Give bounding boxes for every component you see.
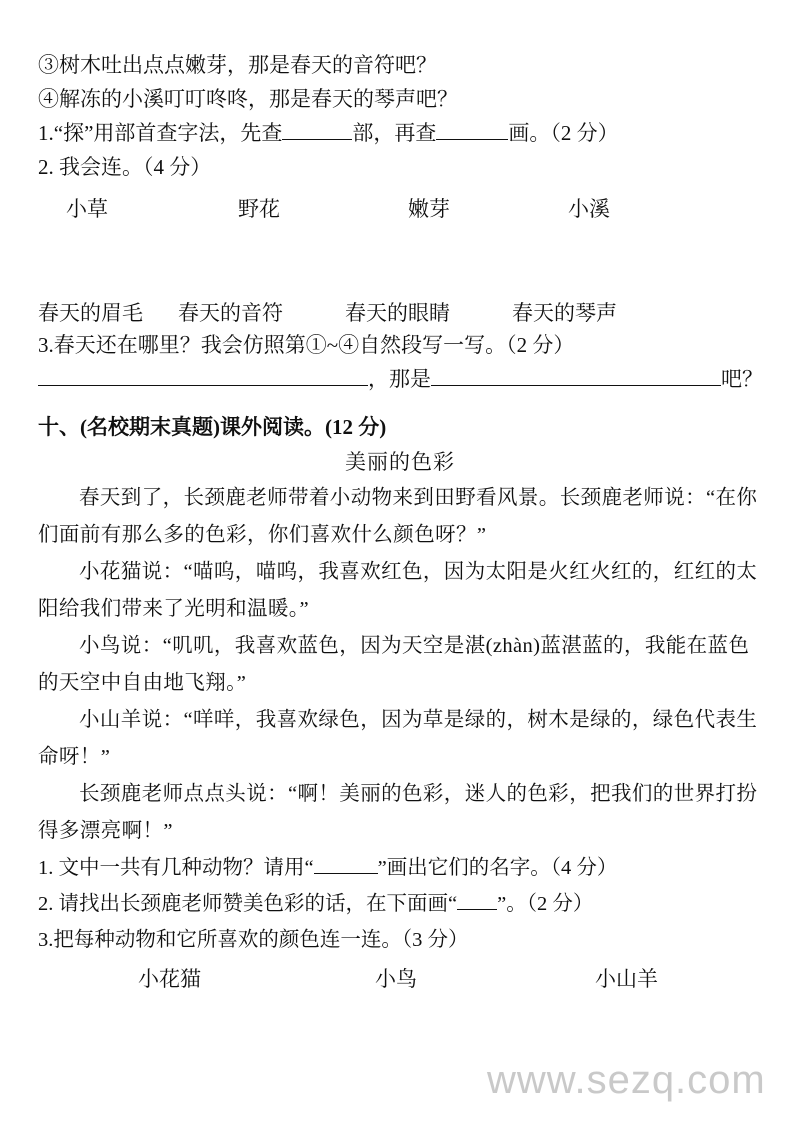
reading-question-2 (38, 886, 762, 922)
animal-label-2: 小鸟 (375, 967, 417, 991)
match-word-top-4: 小溪 (568, 197, 610, 221)
reading-question-1 (38, 850, 762, 886)
reading-question-1-blank[interactable] (314, 873, 378, 874)
match-word-bottom-2: 春天的音符 (178, 301, 283, 325)
passage-paragraph: 小山羊说：“咩咩，我喜欢绿色，因为草是绿的，树木是绿的，绿色代表生命呀！” (38, 709, 758, 768)
question-3-suffix: 吧？ (721, 367, 763, 391)
question-3-answer-row (38, 362, 762, 396)
passage-paragraph: 春天到了，长颈鹿老师带着小动物来到田野看风景。长颈鹿老师说：“在你们面前有那么多的色彩，你们喜欢什么颜色呀？” (38, 487, 758, 546)
question-2-label: 2. 我会连。（4 分） (38, 155, 212, 179)
reading-question-1-suffix: ”画出它们的名字。（4 分） (377, 857, 618, 879)
item-4-line: ④解冻的小溪叮叮咚咚，那是春天的琴声吧？ (38, 87, 458, 111)
question-3-blank-1[interactable] (38, 385, 368, 386)
question-1 (38, 116, 762, 150)
question-1-blank-1[interactable] (282, 139, 352, 140)
passage-paragraph: 长颈鹿老师点点头说：“啊！美丽的色彩，迷人的色彩，把我们的世界打扮得多漂亮啊！” (38, 783, 758, 842)
match-word-bottom-3: 春天的眼睛 (345, 301, 450, 325)
reading-question-2-blank[interactable] (457, 909, 497, 910)
question-3-mid: ，那是 (368, 367, 431, 391)
watermark: www.sezq.com (487, 1058, 766, 1102)
passage-questions (38, 850, 762, 958)
reading-question-2-suffix: ”。（2 分） (497, 893, 594, 915)
passage-paragraph: 小花猫说：“喵呜，喵呜，我喜欢红色，因为太阳是火红火红的，红红的太阳给我们带来了光明和温暖。” (38, 561, 758, 620)
section-heading: 十、(名校期末真题)课外阅读。(12 分) (38, 415, 387, 439)
match-bottom-row (38, 298, 762, 328)
question-1-prefix: 1.“探”用部首查字法，先查 (38, 121, 283, 145)
passage-paragraph: 小鸟说：“叽叽，我喜欢蓝色，因为天空是湛(zhàn)蓝湛蓝的，我能在蓝色的天空中自由地飞翔。” (38, 635, 750, 694)
animal-label-3: 小山羊 (595, 967, 658, 991)
match-word-top-3: 嫩芽 (408, 197, 450, 221)
match-word-bottom-4: 春天的琴声 (512, 301, 617, 325)
reading-question-1-prefix: 1. 文中一共有几种动物？请用“ (38, 857, 314, 879)
match-line-area (38, 224, 762, 298)
match-word-bottom-1: 春天的眉毛 (38, 301, 143, 325)
question-1-blank-2[interactable] (436, 139, 508, 140)
passage-body (38, 480, 762, 850)
animal-label-1: 小花猫 (138, 967, 201, 991)
reading-question-3: 3.把每种动物和它所喜欢的颜色连一连。（3 分） (38, 929, 469, 951)
match-word-top-1: 小草 (66, 197, 108, 221)
question-1-suffix: 画。（2 分） (508, 121, 619, 145)
reading-question-2-prefix: 2. 请找出长颈鹿老师赞美色彩的话，在下面画“ (38, 893, 458, 915)
question-3-label: 3.春天还在哪里？我会仿照第①~④自然段写一写。（2 分） (38, 333, 575, 357)
passage-title: 美丽的色彩 (345, 450, 455, 474)
item-3-line: ③树木吐出点点嫩芽，那是春天的音符吧？ (38, 53, 437, 77)
question-1-mid: 部，再查 (352, 121, 437, 145)
question-3-blank-2[interactable] (431, 385, 721, 386)
animals-row (38, 962, 762, 996)
match-top-row (38, 194, 762, 224)
match-word-top-2: 野花 (238, 197, 280, 221)
